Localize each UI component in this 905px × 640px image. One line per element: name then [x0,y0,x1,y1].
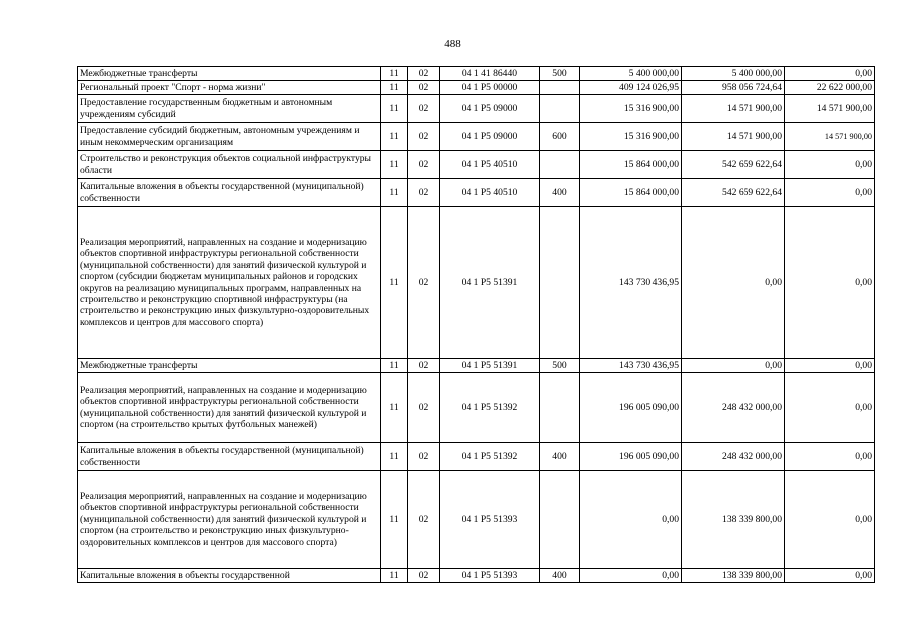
section-code-cell: 11 [381,95,408,123]
subsection-code-cell: 02 [408,81,440,95]
target-article-cell: 04 1 P5 09000 [440,95,540,123]
subsection-code-cell: 02 [408,471,440,569]
target-article-cell: 04 1 P5 51392 [440,443,540,471]
expense-type-cell [540,207,580,359]
subsection-code-cell: 02 [408,373,440,443]
amount-year3-cell: 0,00 [785,179,875,207]
table-row [78,373,875,443]
amount-year2-cell: 0,00 [682,207,785,359]
table-row [78,81,875,95]
amount-year3-cell: 0,00 [785,207,875,359]
amount-year2-cell: 5 400 000,00 [682,67,785,81]
row-name-cell: Предоставление субсидий бюджетным, автономным учреждениям и иным некоммерческим организациям [78,123,381,151]
amount-year1-cell: 196 005 090,00 [580,443,682,471]
table-row [78,443,875,471]
target-article-cell: 04 1 41 86440 [440,67,540,81]
amount-year3-cell: 0,00 [785,151,875,179]
expense-type-cell: 400 [540,569,580,583]
table-row [78,207,875,359]
table-row [78,67,875,81]
row-name-cell: Капитальные вложения в объекты государственной (муниципальной) собственности [78,179,381,207]
amount-year2-cell: 542 659 622,64 [682,151,785,179]
table-row [78,123,875,151]
amount-year1-cell: 15 316 900,00 [580,95,682,123]
amount-year3-cell: 0,00 [785,67,875,81]
amount-year1-cell: 15 864 000,00 [580,179,682,207]
section-code-cell: 11 [381,123,408,151]
section-code-cell: 11 [381,207,408,359]
row-name-cell: Межбюджетные трансферты [78,359,381,373]
subsection-code-cell: 02 [408,359,440,373]
amount-year2-cell: 138 339 800,00 [682,471,785,569]
row-name-cell: Реализация мероприятий, направленных на создание и модернизацию объектов спортивной инфраструктуры региональной собственности (муниципальной собственности) для занятий физической культурой и спортом (на строительство и реконструкцию иных физкультурно-оздоровительных комплексов и центров для массового спорта) [78,471,381,569]
target-article-cell: 04 1 P5 51391 [440,359,540,373]
amount-year3-cell: 14 571 900,00 [785,95,875,123]
amount-year1-cell: 0,00 [580,471,682,569]
amount-year2-cell: 248 432 000,00 [682,443,785,471]
amount-year1-cell: 0,00 [580,569,682,583]
section-code-cell: 11 [381,569,408,583]
expense-type-cell: 500 [540,67,580,81]
section-code-cell: 11 [381,67,408,81]
amount-year2-cell: 542 659 622,64 [682,179,785,207]
subsection-code-cell: 02 [408,95,440,123]
amount-year2-cell: 138 339 800,00 [682,569,785,583]
amount-year3-cell: 0,00 [785,471,875,569]
amount-year2-cell: 958 056 724,64 [682,81,785,95]
expense-type-cell [540,95,580,123]
expense-type-cell: 600 [540,123,580,151]
target-article-cell: 04 1 P5 51392 [440,373,540,443]
amount-year1-cell: 15 864 000,00 [580,151,682,179]
subsection-code-cell: 02 [408,207,440,359]
table-row [78,569,875,583]
amount-year2-cell: 14 571 900,00 [682,123,785,151]
table-row [78,151,875,179]
row-name-cell: Реализация мероприятий, направленных на создание и модернизацию объектов спортивной инфраструктуры региональной собственности (муниципальной собственности) для занятий физической культурой и спортом (на строительство крытых футбольных манежей) [78,373,381,443]
expense-type-cell: 400 [540,179,580,207]
row-name-cell: Межбюджетные трансферты [78,67,381,81]
amount-year3-cell: 14 571 900,00 [785,123,875,151]
budget-table [77,66,875,583]
table-row [78,179,875,207]
subsection-code-cell: 02 [408,67,440,81]
amount-year1-cell: 15 316 900,00 [580,123,682,151]
row-name-cell: Капитальные вложения в объекты государственной [78,569,381,583]
amount-year3-cell: 0,00 [785,443,875,471]
section-code-cell: 11 [381,471,408,569]
amount-year2-cell: 0,00 [682,359,785,373]
page-number: 488 [444,38,461,50]
target-article-cell: 04 1 P5 51391 [440,207,540,359]
amount-year3-cell: 0,00 [785,359,875,373]
amount-year3-cell: 22 622 000,00 [785,81,875,95]
amount-year1-cell: 143 730 436,95 [580,207,682,359]
target-article-cell: 04 1 P5 40510 [440,151,540,179]
amount-year1-cell: 5 400 000,00 [580,67,682,81]
row-name-cell: Капитальные вложения в объекты государственной (муниципальной) собственности [78,443,381,471]
section-code-cell: 11 [381,179,408,207]
expense-type-cell: 500 [540,359,580,373]
amount-year1-cell: 409 124 026,95 [580,81,682,95]
budget-table-body [78,67,875,583]
table-row [78,471,875,569]
amount-year2-cell: 248 432 000,00 [682,373,785,443]
section-code-cell: 11 [381,81,408,95]
expense-type-cell [540,373,580,443]
row-name-cell: Реализация мероприятий, направленных на создание и модернизацию объектов спортивной инфраструктуры региональной собственности (муниципальной собственности) для занятий физической культурой и спортом (субсидии бюджетам муниципальных районов и городских округов на реализацию муниципальных программ, направленных на строительство и реконструкцию спортивной инфраструктуры (на строительство и реконструкцию иных физкультурно-оздоровительных комплексов и центров для массового спорта) [78,207,381,359]
target-article-cell: 04 1 P5 09000 [440,123,540,151]
target-article-cell: 04 1 P5 51393 [440,569,540,583]
table-row [78,95,875,123]
row-name-cell: Строительство и реконструкция объектов социальной инфраструктуры области [78,151,381,179]
subsection-code-cell: 02 [408,179,440,207]
expense-type-cell [540,471,580,569]
target-article-cell: 04 1 P5 40510 [440,179,540,207]
section-code-cell: 11 [381,151,408,179]
amount-year3-cell: 0,00 [785,373,875,443]
row-name-cell: Предоставление государственным бюджетным и автономным учреждениям субсидий [78,95,381,123]
row-name-cell: Региональный проект "Спорт - норма жизни" [78,81,381,95]
expense-type-cell: 400 [540,443,580,471]
expense-type-cell [540,151,580,179]
amount-year1-cell: 196 005 090,00 [580,373,682,443]
section-code-cell: 11 [381,373,408,443]
target-article-cell: 04 1 P5 51393 [440,471,540,569]
amount-year2-cell: 14 571 900,00 [682,95,785,123]
section-code-cell: 11 [381,359,408,373]
subsection-code-cell: 02 [408,151,440,179]
amount-year3-cell: 0,00 [785,569,875,583]
amount-year1-cell: 143 730 436,95 [580,359,682,373]
target-article-cell: 04 1 P5 00000 [440,81,540,95]
section-code-cell: 11 [381,443,408,471]
table-row [78,359,875,373]
subsection-code-cell: 02 [408,123,440,151]
subsection-code-cell: 02 [408,443,440,471]
subsection-code-cell: 02 [408,569,440,583]
expense-type-cell [540,81,580,95]
